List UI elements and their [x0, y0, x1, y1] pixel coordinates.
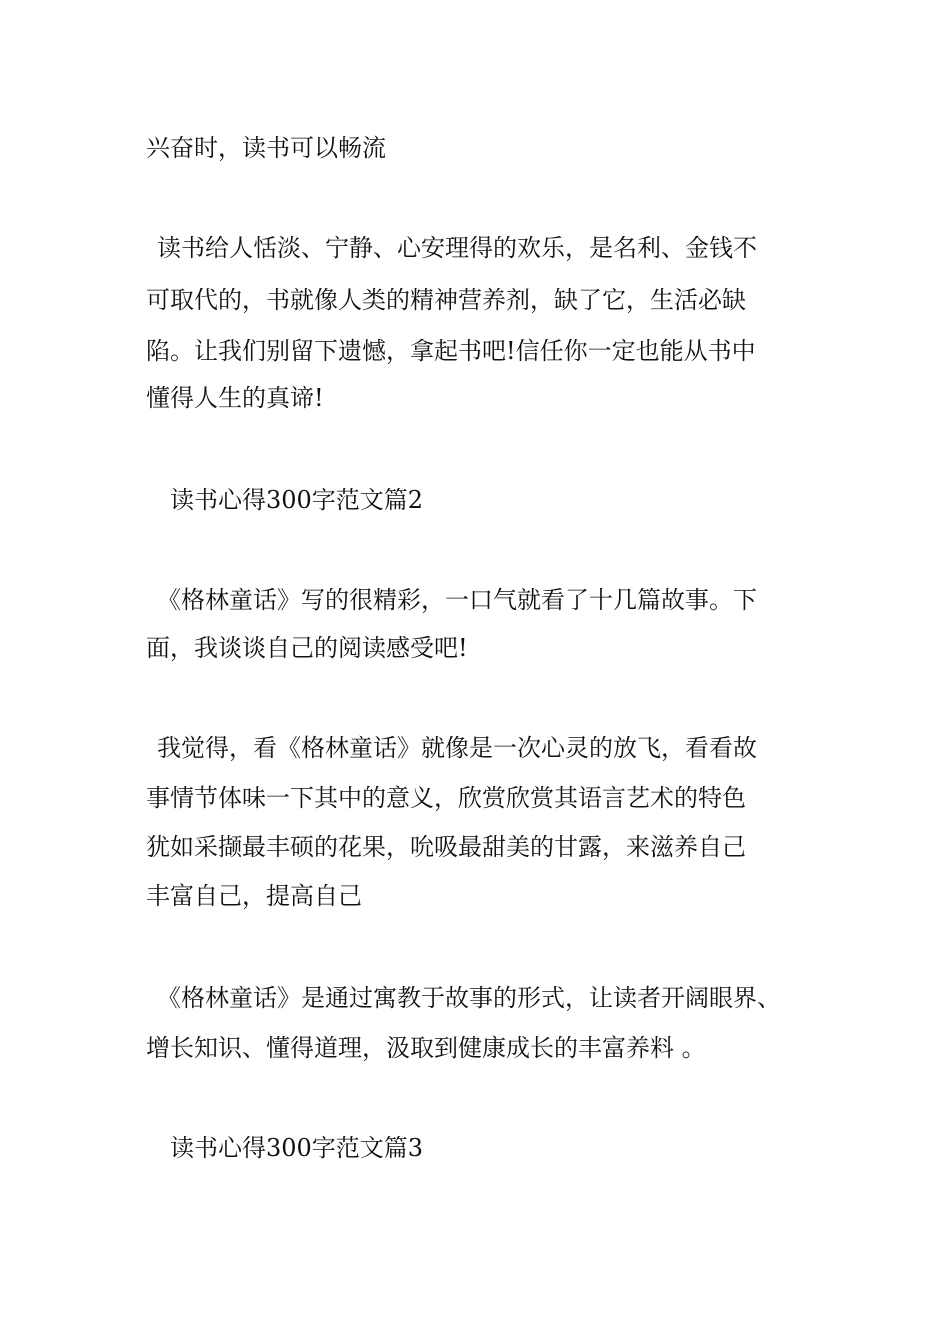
text-line: 可取代的，书就像人类的精神营养剂，缺了它，生活必缺	[146, 286, 746, 314]
text-line: 读书给人恬淡、宁静、心安理得的欢乐，是名利、金钱不	[157, 234, 757, 262]
text-line: 《格林童话》是通过寓教于故事的形式，让读者开阔眼界、	[157, 984, 781, 1012]
text-line: 《格林童话》写的很精彩，一口气就看了十几篇故事。下	[157, 586, 757, 614]
text-line: 增长知识、懂得道理，汲取到健康成长的丰富养料 。	[146, 1034, 706, 1062]
section-heading: 读书心得300字范文篇2	[170, 486, 424, 514]
text-line: 丰富自己，提高自己	[146, 882, 362, 910]
text-line: 我觉得，看《格林童话》就像是一次心灵的放飞，看看故	[157, 734, 757, 762]
text-line: 事情节体味一下其中的意义，欣赏欣赏其语言艺术的特色	[146, 784, 746, 812]
text-line: 兴奋时，读书可以畅流	[146, 134, 386, 162]
text-line: 懂得人生的真谛!	[146, 384, 324, 412]
text-line: 陷。让我们别留下遗憾，拿起书吧!信任你一定也能从书中	[146, 337, 756, 365]
section-heading: 读书心得300字范文篇3	[170, 1134, 424, 1162]
text-line: 犹如采撷最丰硕的花果，吮吸最甜美的甘露，来滋养自己	[146, 833, 746, 861]
text-line: 面，我谈谈自己的阅读感受吧!	[146, 634, 468, 662]
